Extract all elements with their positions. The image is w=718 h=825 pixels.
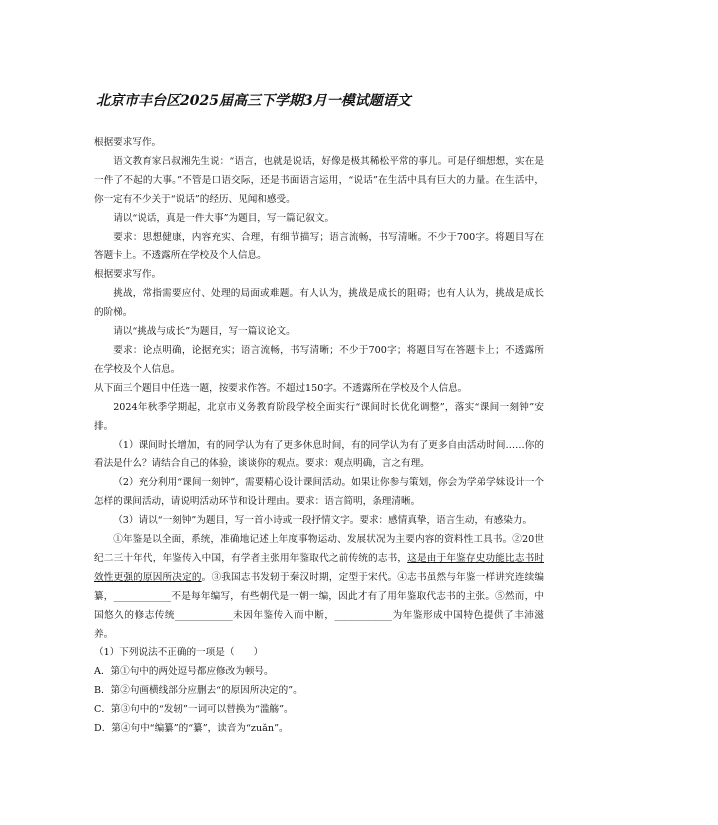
essay-2-requirements: 要求：论点明确，论据充实；语言流畅，书写清晰；不少于700字；将题目写在答题卡上；不透露所在学校及个人信息。 bbox=[94, 344, 544, 375]
micro-writing-option-3: （3）请以“一刻钟”为题目，写一首小诗或一段抒情文字。要求：感情真挚，语言生动，有感染力。 bbox=[113, 515, 533, 527]
option-c: C．第③句中的“发轫”一词可以替换为“滥觞”。 bbox=[94, 704, 294, 716]
essay-1-material: 语文教育家吕叔湘先生说：“语言，也就是说话，好像是极其稀松平常的事儿。可是仔细想想，实在是一件了不起的大事。”不管是口语交际，还是书面语言运用，“说话”在生活中具有巨大的力量。在生活中，你一定有不少关于“说话”的经历、见闻和感受。 bbox=[94, 155, 544, 205]
option-a: A．第①句中的两处逗号都应修改为顿号。 bbox=[94, 666, 274, 678]
essay-2-material: 挑战，常指需要应付、处理的局面或难题。有人认为，挑战是成长的阻碍；也有人认为，挑战是成长的阶梯。 bbox=[94, 288, 544, 319]
essay-1-requirements: 要求：思想健康，内容充实、合理，有细节描写；语言流畅，书写清晰。不少于700字。将题目写在答题卡上。不透露所在学校及个人信息。 bbox=[94, 231, 544, 262]
micro-writing-instruction: 从下面三个题目中任选一题，按要求作答。不超过150字。不透露所在学校及个人信息。 bbox=[94, 382, 468, 394]
underlined-sentence: 这是由于年鉴存史功能比志书时效性更强的原因所决定的 bbox=[94, 552, 545, 583]
option-b: B．第②句画横线部分应删去“的原因所决定的”。 bbox=[94, 685, 303, 697]
option-d: D．第④句中“编纂”的“纂”，读音为“zuǎn”。 bbox=[94, 723, 289, 735]
micro-writing-background: 2024年秋季学期起，北京市义务教育阶段学校全面实行“课间时长优化调整”，落实“课间一刻钟”安排。 bbox=[94, 401, 544, 432]
yearbook-passage bbox=[94, 531, 544, 644]
document-body bbox=[94, 134, 544, 739]
question-1: （1）下列说法不正确的一项是（ ） bbox=[94, 647, 264, 659]
essay-2-topic: 请以“挑战与成长”为题目，写一篇议论文。 bbox=[113, 326, 296, 338]
micro-writing-option-1: （1）课间时长增加，有的同学认为有了更多休息时间，有的同学认为有了更多自由活动时间……你的看法是什么？请结合自己的体验，谈谈你的观点。要求：观点明确，言之有理。 bbox=[94, 439, 544, 470]
essay-1-topic: 请以“说话，真是一件大事”为题目，写一篇记叙文。 bbox=[113, 212, 335, 224]
micro-writing-option-2: （2）充分利用“课间一刻钟”，需要精心设计课间活动。如果让你参与策划，你会为学弟学妹设计一个怎样的课间活动，请说明活动环节和设计理由。要求：语言简明，条理清晰。 bbox=[94, 477, 544, 508]
passage-part-2: 。③我国志书发轫于秦汉时期，定型于宋代。④志书虽然与年鉴一样讲究连续编纂，____________不是每年编写，有些朝代是一朝一编，因此才有了用年鉴取代志书的主张。⑤然而，中国悠久的修志传统____________未因年鉴传入而中断，____________为年鉴形成中国特色提供了丰沛滋养。 bbox=[94, 571, 545, 640]
document-title: 北京市丰台区2025届高三下学期3月一模试题语文 bbox=[96, 93, 411, 109]
prompt-instruction-1: 根据要求写作。 bbox=[94, 137, 162, 148]
passage-part-1: ①年鉴是以全面，系统，准确地记述上年度事物运动、发展状况为主要内容的资料性工具书。②20世纪二三十年代，年鉴传入中国，有学者主张用年鉴取代之前传统的志书， bbox=[94, 534, 544, 564]
prompt-instruction-2: 根据要求写作。 bbox=[94, 269, 162, 281]
